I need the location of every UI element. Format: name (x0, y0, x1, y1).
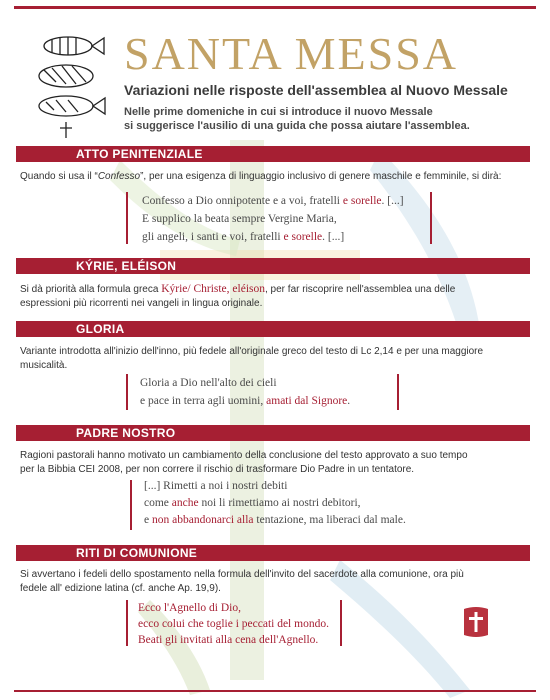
riti-quote (138, 600, 398, 648)
gloria-desc-line: Variante introdotta all'inizio dell'inno, più fedele all'originale greco del testo di Lc 2,14 e per una maggiore (20, 346, 484, 357)
section-heading-gloria: GLORIA (76, 322, 125, 336)
quote-bar-left (126, 600, 128, 646)
section-heading-kyrie: KÝRIE, ELÉISON (76, 259, 177, 273)
quote-text: tentazione, ma liberaci dal male. (253, 514, 406, 526)
atto-description (20, 170, 530, 184)
atto-quote (142, 192, 432, 246)
quote-line (142, 228, 432, 246)
quote-text: . (347, 395, 351, 407)
quote-bar-left (130, 480, 132, 530)
quote-line: Beati gli invitati alla cena dell'Agnello. (138, 634, 319, 646)
intro-text (124, 105, 534, 133)
gloria-desc-line: musicalità. (20, 360, 68, 371)
riti-description (20, 568, 530, 596)
quote-bar-right (430, 192, 432, 244)
section-heading-padre-nostro: PADRE NOSTRO (76, 426, 176, 440)
bottom-rule (14, 690, 536, 692)
quote-bar-right (397, 374, 399, 410)
section-heading-atto-penitenziale: ATTO PENITENZIALE (76, 147, 203, 161)
atto-desc-part: ”, per una esigenza di linguaggio inclusivo di genere maschile e femminile, si dirà: (140, 171, 502, 182)
top-rule (14, 6, 536, 9)
quote-text: Confesso a Dio onnipotente e a voi, fratelli (142, 195, 343, 207)
gloria-description (20, 345, 530, 373)
section-bar-kyrie (16, 258, 530, 274)
padre-desc-line: Ragioni pastorali hanno motivato un cambiamento della conclusione del testo approvato a suo tempo (20, 450, 468, 461)
quote-line (144, 512, 444, 529)
kyrie-desc-part: , per far riscoprire nell'assemblea una delle (265, 284, 456, 295)
riti-desc-line: fedele all' edizione latina (cf. anche Ap. 19,9). (20, 583, 221, 594)
padre-description (20, 449, 530, 477)
quote-text: e (144, 514, 152, 526)
padre-quote (144, 478, 444, 529)
gloria-quote (140, 374, 400, 410)
atto-desc-emphasis: Confesso (97, 171, 141, 182)
page-subtitle: Variazioni nelle risposte dell'assemblea al Nuovo Messale (124, 82, 508, 98)
quote-text: e pace in terra agli uomini, (140, 395, 267, 407)
cross-stamp-icon (462, 605, 490, 639)
quote-text: come (144, 497, 172, 509)
padre-desc-line: per la Bibbia CEI 2008, per non correre il rischio di trasformare Dio Padre in un tentatore. (20, 464, 415, 475)
quote-highlight: amati dal Signore (266, 395, 348, 407)
quote-bar-left (126, 192, 128, 244)
section-bar-atto-penitenziale (16, 146, 530, 162)
quote-line (140, 392, 400, 410)
section-bar-padre-nostro (16, 425, 530, 441)
quote-highlight: non abbandonarci alla (151, 514, 254, 526)
quote-highlight: e sorelle (342, 195, 382, 207)
quote-line: [...] Rimetti a noi i nostri debiti (144, 480, 288, 492)
quote-line: Ecco l'Agnello di Dio, (138, 602, 241, 614)
quote-text: . [...] (322, 231, 345, 243)
quote-line (142, 192, 432, 210)
riti-desc-line: Si avvertano i fedeli dello spostamento nella formula dell'invito del sacerdote alla comunione, ora più (20, 569, 464, 580)
atto-desc-part: Quando si usa il “ (20, 171, 98, 182)
section-heading-riti-di-comunione: RITI DI COMUNIONE (76, 546, 198, 560)
quote-text: . [...] (381, 195, 404, 207)
kyrie-desc-part: Si dà priorità alla formula greca (20, 284, 162, 295)
quote-text: noi li rimettiamo ai nostri debitori, (198, 497, 361, 509)
quote-line (144, 495, 444, 512)
section-bar-riti-di-comunione (16, 545, 530, 561)
kyrie-description (20, 282, 530, 311)
page-title: SANTA MESSA (124, 28, 459, 79)
intro-line-1: Nelle prime domeniche in cui si introduce il nuovo Messale (124, 106, 433, 118)
quote-bar-right (340, 600, 342, 646)
fish-bread-logo-icon (30, 30, 110, 140)
kyrie-desc-part: espressioni più ricorrenti nei vangeli in lingua originale. (20, 298, 263, 309)
quote-bar-left (126, 374, 128, 410)
intro-line-2: si suggerisce l'ausilio di una guida che possa aiutare l'assemblea. (124, 120, 470, 132)
section-bar-gloria (16, 321, 530, 337)
quote-line: E supplico la beata sempre Vergine Maria, (142, 213, 337, 225)
quote-line: Gloria a Dio nell'alto dei cieli (140, 377, 277, 389)
quote-highlight: anche (171, 497, 199, 509)
quote-highlight: e sorelle (283, 231, 323, 243)
quote-text: gli angeli, i santi e voi, fratelli (142, 231, 284, 243)
quote-line: ecco colui che toglie i peccati del mondo. (138, 618, 329, 630)
kyrie-formula: Kýrie/ Christe, eléison (161, 283, 265, 295)
